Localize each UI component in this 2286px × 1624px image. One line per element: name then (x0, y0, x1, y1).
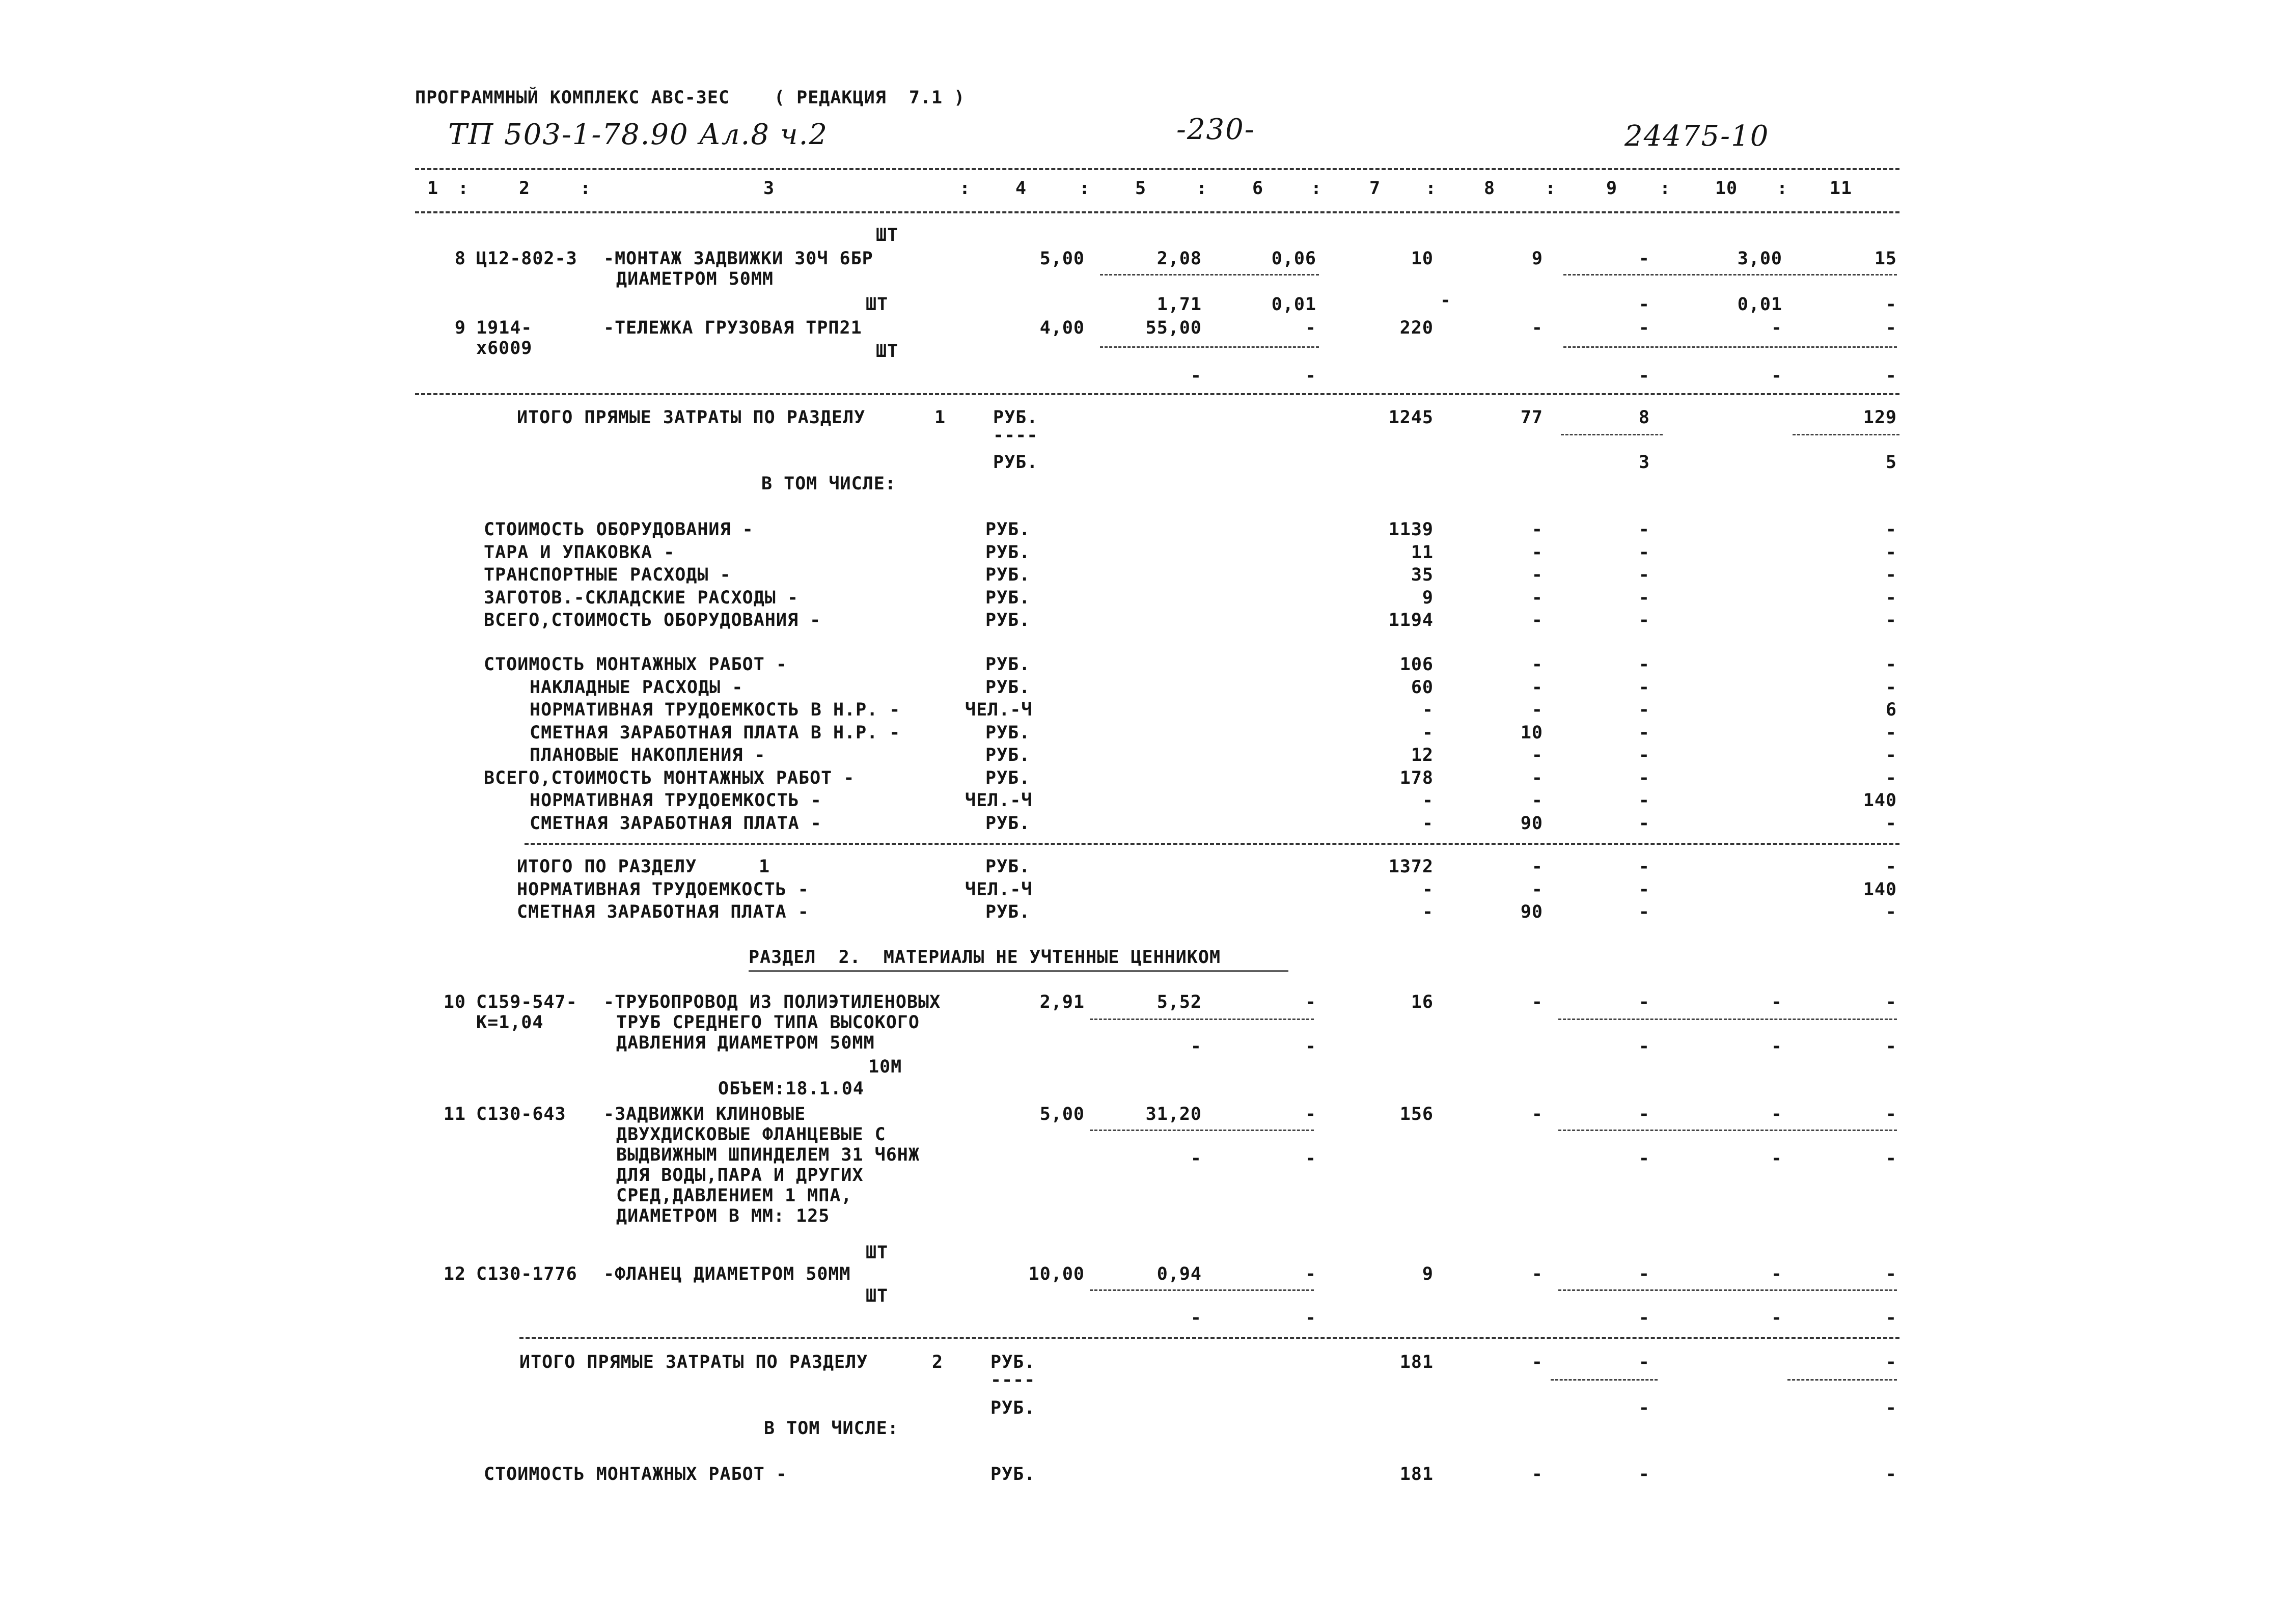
dashed-rule (1558, 1019, 1897, 1020)
dash: - (1638, 1148, 1650, 1169)
cost-line-label: ТРАНСПОРТНЫЕ РАСХОДЫ - (484, 565, 731, 585)
unit-label: РУБ. (990, 1398, 1036, 1418)
item-code: Ц12-802-3 (476, 249, 577, 269)
summary-labor: - (1885, 857, 1897, 877)
summary-value: 1372 (1388, 857, 1434, 877)
item-unit: ШТ (866, 294, 889, 315)
mount-value: 178 (1399, 767, 1434, 788)
dash: - (1531, 519, 1543, 540)
dash: - (1638, 1308, 1650, 1328)
item-total-cost: 16 (1411, 992, 1434, 1012)
item-total-cost: 9 (1422, 1264, 1434, 1284)
column-number-6: 6 (1252, 178, 1264, 199)
including-label: В ТОМ ЧИСЛЕ: (764, 1418, 899, 1439)
mount-line-label: НАКЛАДНЫЕ РАСХОДЫ - (530, 677, 743, 698)
unit-label: РУБ. (985, 722, 1031, 743)
summary-labor: - (1885, 902, 1897, 922)
mount-wages: - (1531, 700, 1543, 720)
dash: - (1638, 700, 1650, 720)
column-separator: : (1425, 178, 1437, 199)
header-rule-bottom (415, 211, 1899, 213)
program-edition: ( РЕДАКЦИЯ 7.1 ) (774, 88, 966, 108)
dash: - (1638, 1352, 1650, 1372)
unit-label: ЧЕЛ.-Ч (965, 790, 1033, 811)
item-machine-cost: - (1638, 992, 1650, 1012)
summary-label: ИТОГО ПО РАЗДЕЛУ (517, 857, 697, 877)
dash: - (1638, 857, 1650, 877)
dash: - (1190, 366, 1202, 386)
section-2-title: РАЗДЕЛ 2. МАТЕРИАЛЫ НЕ УЧТЕННЫЕ ЦЕННИКОМ (749, 947, 1221, 968)
item-code-suffix: х6009 (476, 338, 533, 359)
mount-labor: 6 (1885, 700, 1897, 720)
item-quantity: 4,00 (1039, 318, 1085, 338)
mount-labor: - (1885, 767, 1897, 788)
mount-value: 181 (1399, 1464, 1434, 1484)
total-cost: 1245 (1388, 407, 1434, 428)
total-cost: 181 (1399, 1352, 1434, 1372)
item-wage-price: - (1305, 1104, 1316, 1124)
dash: - (1885, 610, 1897, 630)
unit-label: РУБ. (985, 813, 1031, 834)
mount-value: 106 (1399, 654, 1434, 675)
mount-labor: - (1885, 813, 1897, 834)
column-number-4: 4 (1015, 178, 1027, 199)
mount-wages: 90 (1520, 813, 1543, 834)
mount-wages: - (1531, 654, 1543, 675)
unit-label: РУБ. (990, 1464, 1036, 1484)
column-separator: : (1545, 178, 1557, 199)
item-wage-price: 0,06 (1271, 249, 1316, 269)
item-wages: - (1531, 992, 1543, 1012)
column-separator: : (1310, 178, 1323, 199)
item-name-line: -ФЛАНЕЦ ДИАМЕТРОМ 50ММ (603, 1264, 851, 1284)
item-code: С159-547- (476, 992, 577, 1012)
mount-line-label: НОРМАТИВНАЯ ТРУДОЕМКОСТЬ - (530, 790, 822, 811)
dashed-rule (415, 393, 1899, 395)
mount-wages: - (1531, 745, 1543, 765)
section-number: 1 (934, 407, 946, 428)
item-number: 11 (443, 1104, 466, 1124)
item-unit-price: 2,08 (1156, 249, 1202, 269)
column-separator: : (1079, 178, 1091, 199)
dash: - (1638, 542, 1650, 563)
mount-value: - (1422, 813, 1434, 834)
item-volume: ОБЪЕМ:18.1.04 (718, 1079, 864, 1099)
item-labor-total: 15 (1874, 249, 1897, 269)
item-name-line: -ТРУБОПРОВОД ИЗ ПОЛИЭТИЛЕНОВЫХ (603, 992, 941, 1012)
mount-line-label: СМЕТНАЯ ЗАРАБОТНАЯ ПЛАТА - (530, 813, 822, 834)
item-unit-price: 31,20 (1145, 1104, 1202, 1124)
dash: - (1440, 290, 1451, 311)
dash: - (1638, 610, 1650, 630)
dash: - (1638, 366, 1650, 386)
summary-wages: - (1531, 879, 1543, 900)
item-unit-price: 0,94 (1156, 1264, 1202, 1284)
summary-label: СМЕТНАЯ ЗАРАБОТНАЯ ПЛАТА - (517, 902, 809, 922)
dash: - (1885, 1464, 1897, 1484)
dash: - (1885, 565, 1897, 585)
unit-label: РУБ. (985, 587, 1031, 608)
dash: - (1305, 1036, 1316, 1057)
total-machine-sub: 3 (1638, 452, 1650, 473)
mount-value: 60 (1411, 677, 1434, 698)
summary-wages: - (1531, 857, 1543, 877)
item-labor-unit-sub: 0,01 (1737, 294, 1782, 315)
item-wages: - (1531, 1264, 1543, 1284)
summary-value: - (1422, 902, 1434, 922)
dash: - (1638, 745, 1650, 765)
dashed-rule (1090, 1130, 1314, 1131)
item-number: 9 (454, 318, 466, 338)
item-wage-price: - (1305, 992, 1316, 1012)
item-name-line: -МОНТАЖ ЗАДВИЖКИ 30Ч 6БР (603, 249, 873, 269)
item-labor-unit: 3,00 (1737, 249, 1782, 269)
mount-labor: - (1885, 745, 1897, 765)
dash: - (1531, 542, 1543, 563)
item-wage-price: - (1305, 318, 1316, 338)
dash: - (1638, 767, 1650, 788)
mount-value: - (1422, 790, 1434, 811)
cost-value: 1139 (1388, 519, 1434, 540)
column-separator: : (457, 178, 470, 199)
dash: - (1638, 1464, 1650, 1484)
dashed-rule (1793, 434, 1899, 435)
item-quantity: 5,00 (1039, 249, 1085, 269)
item-labor-total: - (1885, 1104, 1897, 1124)
column-separator: : (959, 178, 971, 199)
dash: - (1638, 519, 1650, 540)
column-separator: : (1776, 178, 1788, 199)
unit-label: РУБ. (985, 677, 1031, 698)
unit-label: РУБ. (985, 745, 1031, 765)
dash: - (1638, 587, 1650, 608)
item-name-line: ВЫДВИЖНЫМ ШПИНДЕЛЕМ 31 Ч6НЖ (616, 1145, 920, 1165)
item-wage-price-sub: 0,01 (1271, 294, 1316, 315)
item-name-line: ТРУБ СРЕДНЕГО ТИПА ВЫСОКОГО (616, 1012, 920, 1033)
dash: - (1638, 790, 1650, 811)
dashed-rule (1787, 1379, 1897, 1381)
dashed-rule (1551, 1379, 1658, 1381)
mount-line-label: ВСЕГО,СТОИМОСТЬ МОНТАЖНЫХ РАБОТ - (484, 767, 855, 788)
section-total-label: ИТОГО ПРЯМЫЕ ЗАТРАТЫ ПО РАЗДЕЛУ (519, 1352, 868, 1372)
mount-line-label: НОРМАТИВНАЯ ТРУДОЕМКОСТЬ В Н.Р. - (530, 700, 901, 720)
section-total-label: ИТОГО ПРЯМЫЕ ЗАТРАТЫ ПО РАЗДЕЛУ (517, 407, 866, 428)
item-wages: 9 (1531, 249, 1543, 269)
item-machine-cost: - (1638, 249, 1650, 269)
item-unit: ШТ (866, 1286, 889, 1306)
dash: - (1638, 565, 1650, 585)
dash: - (1771, 1148, 1782, 1169)
dash: - (1885, 1148, 1897, 1169)
item-unit: ШТ (876, 225, 899, 245)
column-separator: : (580, 178, 592, 199)
mount-value: 12 (1411, 745, 1434, 765)
item-labor-total: - (1885, 992, 1897, 1012)
unit-label: РУБ. (985, 519, 1031, 540)
column-number-1: 1 (427, 178, 439, 199)
unit-label: ЧЕЛ.-Ч (965, 879, 1033, 900)
dashed-rule (1090, 1289, 1314, 1291)
mount-labor: - (1885, 722, 1897, 743)
dashed-rule (749, 970, 1288, 972)
dashed-rule (1100, 274, 1319, 276)
document-number: 24475-10 (1624, 120, 1770, 153)
item-machine-cost: - (1638, 318, 1650, 338)
dash: - (1771, 1036, 1782, 1057)
mount-line-label: СМЕТНАЯ ЗАРАБОТНАЯ ПЛАТА В Н.Р. - (530, 722, 901, 743)
mount-line-label: ПЛАНОВЫЕ НАКОПЛЕНИЯ - (530, 745, 766, 765)
item-number: 12 (443, 1264, 466, 1284)
item-total-cost: 156 (1399, 1104, 1434, 1124)
item-name-line: ДИАМЕТРОМ В ММ: 125 (616, 1206, 830, 1226)
item-machine-cost: - (1638, 1264, 1650, 1284)
item-unit-price: 5,52 (1156, 992, 1202, 1012)
unit-label: РУБ. (985, 565, 1031, 585)
item-code: С130-1776 (476, 1264, 577, 1284)
dashed-rule (1090, 1019, 1314, 1020)
item-number: 8 (454, 249, 466, 269)
dashed-rule (1100, 346, 1319, 348)
item-labor-unit: - (1771, 318, 1782, 338)
item-code: С130-643 (476, 1104, 566, 1124)
item-name-line: ДИАМЕТРОМ 50ММ (616, 269, 774, 289)
total-labor-sub: 5 (1885, 452, 1897, 473)
item-unit: 10М (868, 1057, 902, 1077)
cost-value: 11 (1411, 542, 1434, 563)
dashed-rule (519, 1337, 1899, 1339)
summary-labor: 140 (1863, 879, 1897, 900)
summary-label: НОРМАТИВНАЯ ТРУДОЕМКОСТЬ - (517, 879, 809, 900)
mount-wages: - (1531, 767, 1543, 788)
item-labor-unit: - (1771, 1104, 1782, 1124)
dash: - (1638, 902, 1650, 922)
dash: - (1638, 1398, 1650, 1418)
dash: - (1771, 1308, 1782, 1328)
item-total-cost: 10 (1411, 249, 1434, 269)
item-unit-price: 55,00 (1145, 318, 1202, 338)
item-name-line: -ТЕЛЕЖКА ГРУЗОВАЯ ТРП21 (603, 318, 862, 338)
item-quantity: 2,91 (1039, 992, 1085, 1012)
section-number: 2 (932, 1352, 944, 1372)
dashed-rule (1558, 1289, 1897, 1291)
dash: - (1885, 587, 1897, 608)
column-separator: : (1196, 178, 1208, 199)
unit-label: РУБ. (985, 767, 1031, 788)
dash: - (1638, 879, 1650, 900)
unit-label: РУБ. (985, 610, 1031, 630)
cost-value: 1194 (1388, 610, 1434, 630)
dashed-rule (1563, 346, 1897, 348)
summary-value: - (1422, 879, 1434, 900)
column-number-5: 5 (1135, 178, 1147, 199)
mount-line-label: СТОИМОСТЬ МОНТАЖНЫХ РАБОТ - (484, 654, 787, 675)
mount-wages: - (1531, 677, 1543, 698)
dash: - (1638, 677, 1650, 698)
dash-separator: ---- (993, 425, 1038, 446)
dash: - (1305, 1148, 1316, 1169)
dash: - (1531, 1352, 1543, 1372)
mount-labor: - (1885, 654, 1897, 675)
item-name-line: ДЛЯ ВОДЫ,ПАРА И ДРУГИХ (616, 1165, 864, 1186)
dash: - (1531, 565, 1543, 585)
item-name-line: ДВУХДИСКОВЫЕ ФЛАНЦЕВЫЕ С (616, 1124, 886, 1145)
item-quantity: 10,00 (1028, 1264, 1085, 1284)
column-number-9: 9 (1606, 178, 1618, 199)
dashed-rule (1561, 434, 1663, 435)
dash: - (1885, 1398, 1897, 1418)
dash: - (1305, 366, 1316, 386)
item-name-line: -ЗАДВИЖКИ КЛИНОВЫЕ (603, 1104, 806, 1124)
mount-value: - (1422, 700, 1434, 720)
item-labor-total: - (1885, 318, 1897, 338)
dash: - (1190, 1308, 1202, 1328)
document-code: ТП 503-1-78.90 Ал.8 ч.2 (448, 118, 829, 151)
dash: - (1885, 1308, 1897, 1328)
including-label: В ТОМ ЧИСЛЕ: (761, 474, 896, 494)
dash: - (1638, 1036, 1650, 1057)
dash: - (1885, 519, 1897, 540)
unit-label: РУБ. (985, 857, 1031, 877)
dash-separator: ---- (990, 1370, 1036, 1390)
dash: - (1638, 813, 1650, 834)
dash: - (1638, 654, 1650, 675)
unit-label: РУБ. (993, 407, 1038, 428)
dash: - (1190, 1148, 1202, 1169)
cost-line-label: СТОИМОСТЬ ОБОРУДОВАНИЯ - (484, 519, 754, 540)
item-name-line: ДАВЛЕНИЯ ДИАМЕТРОМ 50ММ (616, 1033, 875, 1053)
column-number-3: 3 (763, 178, 775, 199)
cost-value: 9 (1422, 587, 1434, 608)
dash: - (1531, 1464, 1543, 1484)
column-number-2: 2 (518, 178, 531, 199)
total-machine: 8 (1638, 407, 1650, 428)
unit-label: ЧЕЛ.-Ч (965, 700, 1033, 720)
item-wage-price: - (1305, 1264, 1316, 1284)
unit-label: РУБ. (985, 542, 1031, 563)
dashed-rule (525, 843, 1899, 845)
item-code-suffix: К=1,04 (476, 1012, 544, 1033)
column-number-10: 10 (1715, 178, 1738, 199)
item-labor-unit: - (1771, 992, 1782, 1012)
dash: - (1885, 294, 1897, 315)
item-wages: - (1531, 318, 1543, 338)
dash: - (1638, 722, 1650, 743)
item-wages: - (1531, 1104, 1543, 1124)
item-name-line: СРЕД,ДАВЛЕНИЕМ 1 МПА, (616, 1186, 852, 1206)
item-quantity: 5,00 (1039, 1104, 1085, 1124)
mount-labor: 140 (1863, 790, 1897, 811)
program-title: ПРОГРАММНЫЙ КОМПЛЕКС АВС-ЗЕС (415, 88, 730, 108)
cost-line-label: ВСЕГО,СТОИМОСТЬ ОБОРУДОВАНИЯ - (484, 610, 821, 630)
unit-label: РУБ. (985, 654, 1031, 675)
column-number-8: 8 (1483, 178, 1496, 199)
dash: - (1885, 1352, 1897, 1372)
column-number-11: 11 (1829, 178, 1853, 199)
mount-wages: 10 (1520, 722, 1543, 743)
dash: - (1190, 1036, 1202, 1057)
unit-label: РУБ. (993, 452, 1038, 473)
dash: - (1771, 366, 1782, 386)
column-separator: : (1659, 178, 1671, 199)
item-number: 10 (443, 992, 466, 1012)
dash: - (1638, 294, 1650, 315)
item-labor-total: - (1885, 1264, 1897, 1284)
dashed-rule (1563, 274, 1897, 276)
item-total-cost: 220 (1399, 318, 1434, 338)
total-labor: 129 (1863, 407, 1897, 428)
cost-value: 35 (1411, 565, 1434, 585)
column-number-7: 7 (1369, 178, 1381, 199)
mount-wages: - (1531, 790, 1543, 811)
header-rule-top (415, 168, 1899, 170)
item-code: 1914- (476, 318, 533, 338)
page-number: -230- (1176, 113, 1255, 146)
item-unit-price-sub: 1,71 (1156, 294, 1202, 315)
dash: - (1885, 542, 1897, 563)
section-number: 1 (759, 857, 770, 877)
total-wages: 77 (1520, 407, 1543, 428)
dash: - (1531, 610, 1543, 630)
summary-wages: 90 (1520, 902, 1543, 922)
dashed-rule (1558, 1130, 1897, 1131)
mount-labor: - (1885, 677, 1897, 698)
dash: - (1885, 366, 1897, 386)
cost-line-label: ЗАГОТОВ.-СКЛАДСКИЕ РАСХОДЫ - (484, 587, 799, 608)
dash: - (1885, 1036, 1897, 1057)
item-machine-cost: - (1638, 1104, 1650, 1124)
unit-label: РУБ. (985, 902, 1031, 922)
unit-label: РУБ. (990, 1352, 1036, 1372)
cost-line-label: ТАРА И УПАКОВКА - (484, 542, 675, 563)
dash: - (1531, 587, 1543, 608)
dash: - (1305, 1308, 1316, 1328)
mount-line-label: СТОИМОСТЬ МОНТАЖНЫХ РАБОТ - (484, 1464, 787, 1484)
item-unit: ШТ (876, 341, 899, 362)
item-labor-unit: - (1771, 1264, 1782, 1284)
mount-value: - (1422, 722, 1434, 743)
item-unit: ШТ (866, 1243, 889, 1263)
